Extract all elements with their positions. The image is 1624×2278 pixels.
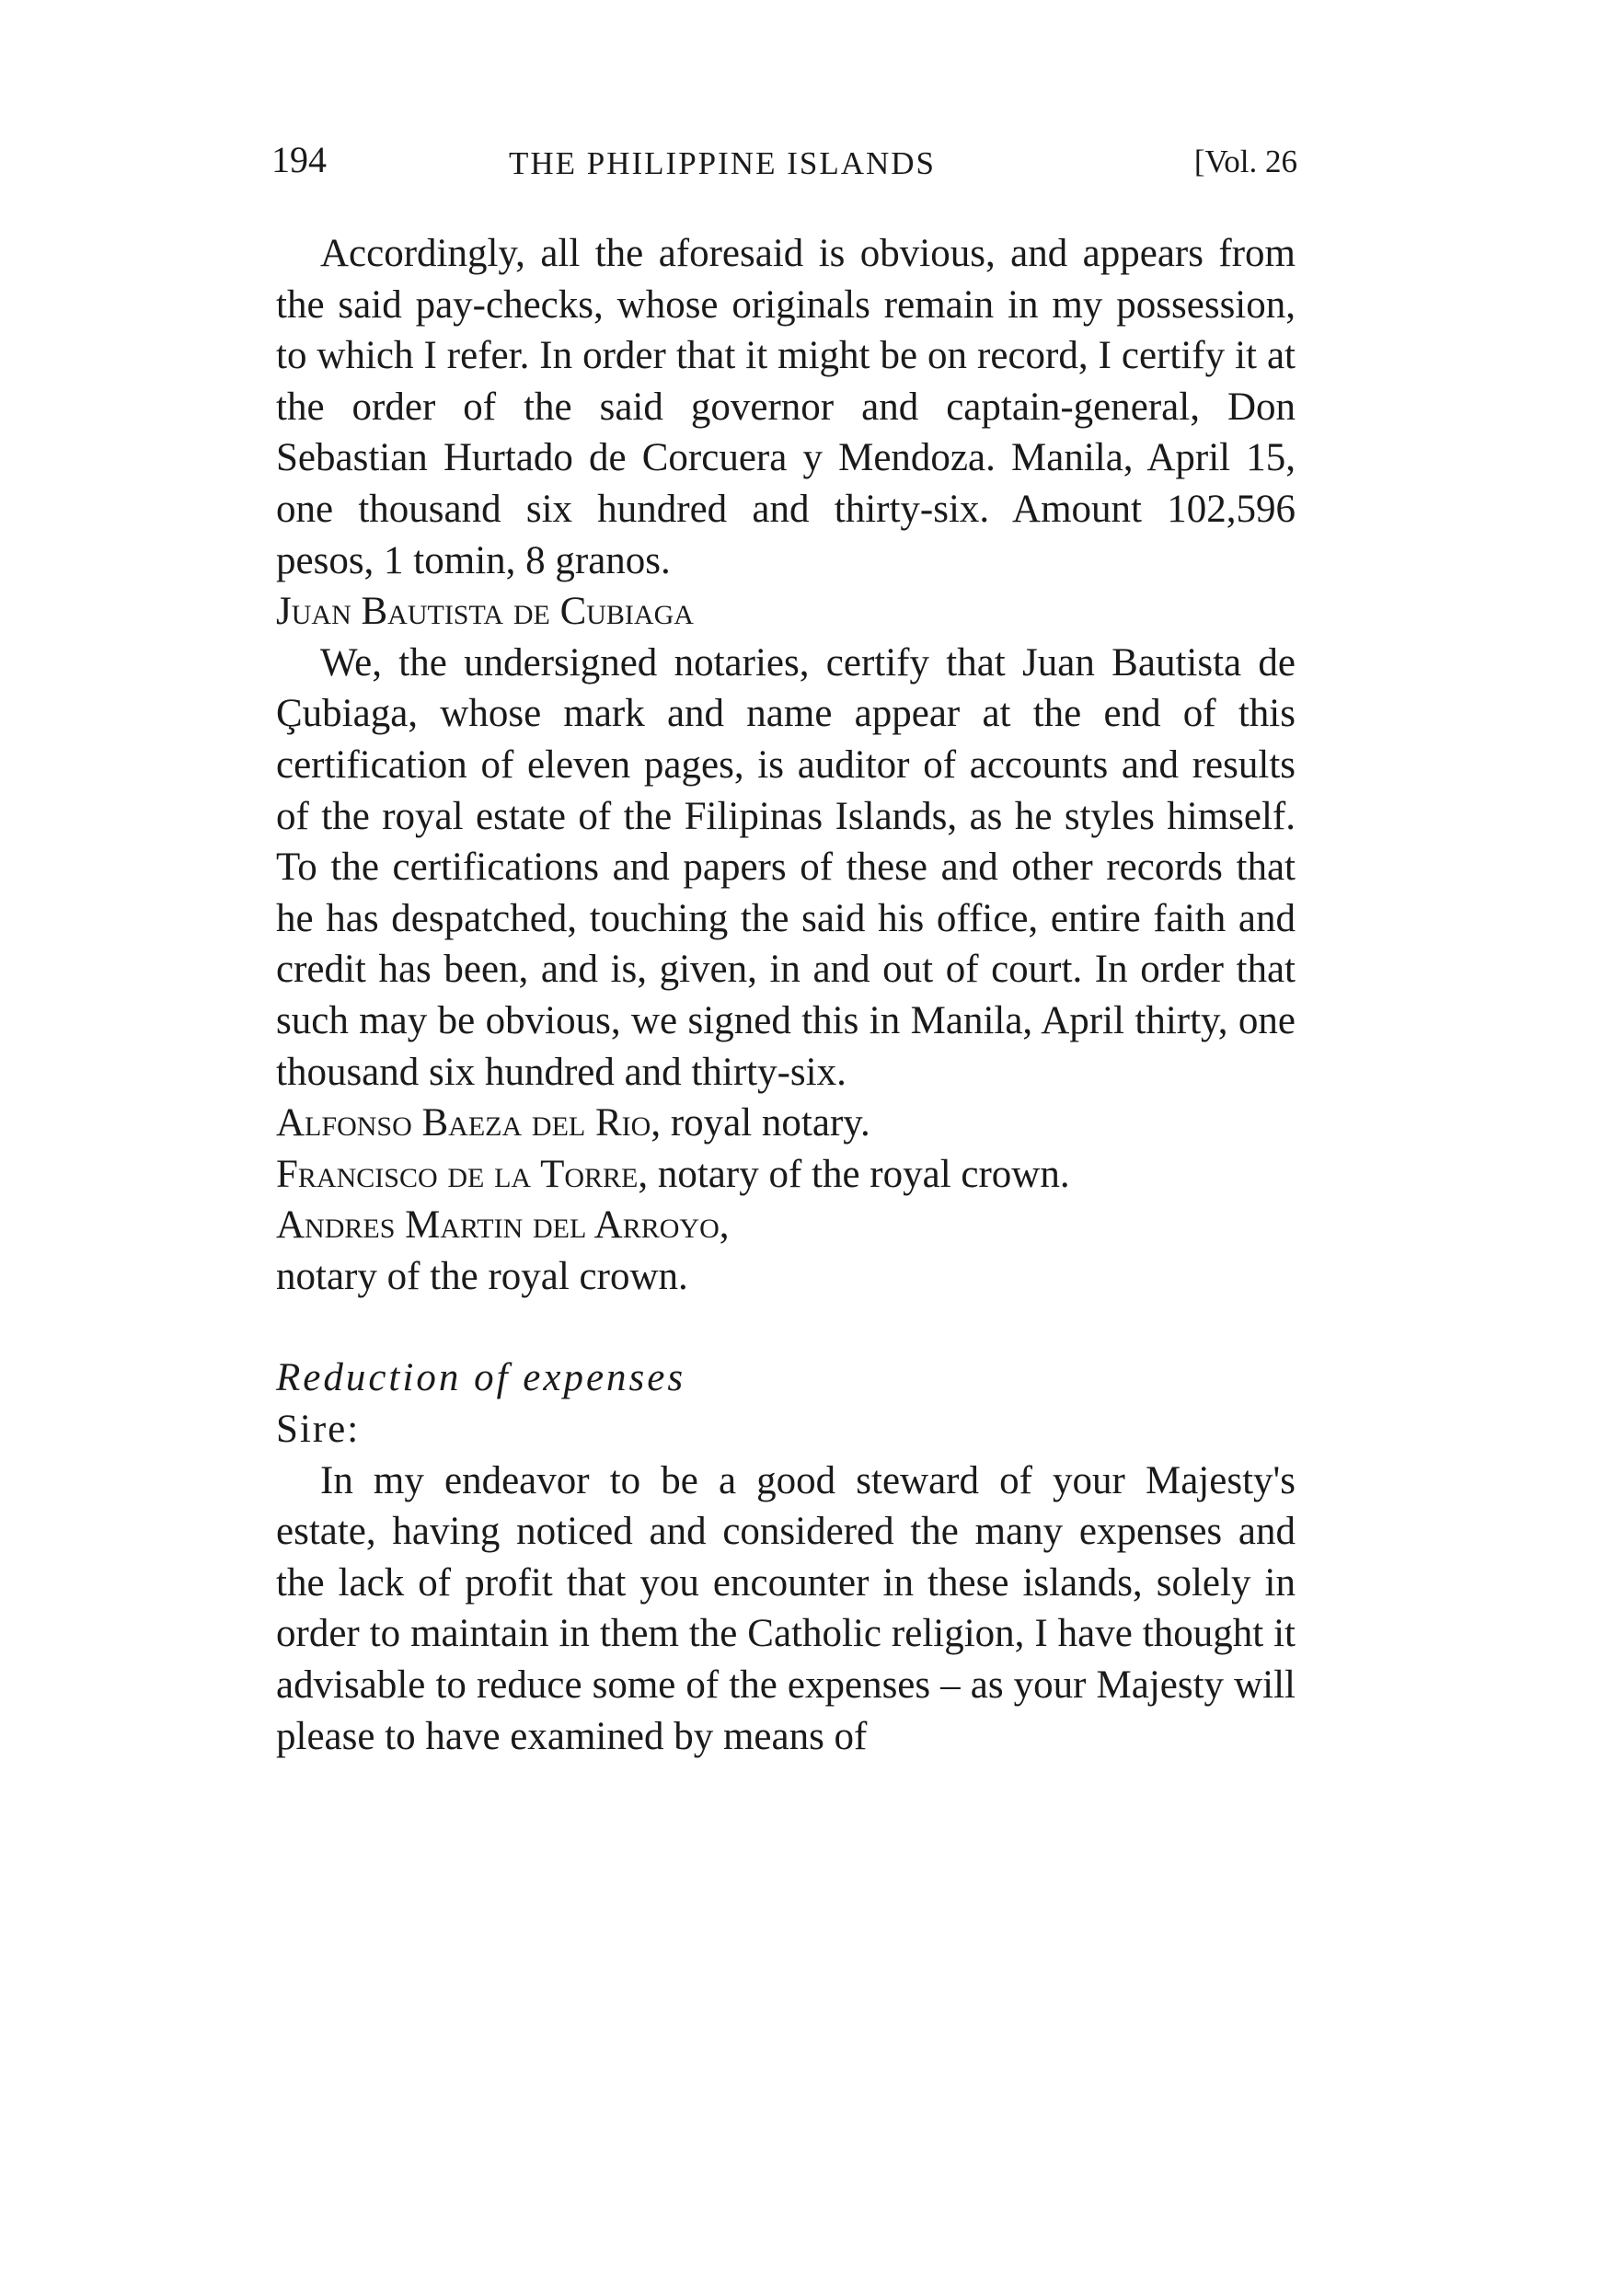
- volume-label: [Vol. 26: [1193, 144, 1297, 179]
- notary-title-3: ,: [719, 1203, 730, 1248]
- paragraph-certification: Accordingly, all the aforesaid is obvious, and appears from the said pay-checks, whose originals remain in my possession, to which I refer. In order that it might be on record, I certify it at the order of the said governor and captain-general, Don Sebastian Hurtado de Corcuera y Mendoza. Manila, April 15, one thousand six hundred and thirty-six. Amount 102,596 pesos, 1 tomin, 8 granos.: [276, 232, 1296, 582]
- section-spacer: [276, 1302, 1296, 1352]
- notary-name-1: Alfonso Baeza del Rio: [276, 1101, 651, 1145]
- notary-title-3-continued: notary of the royal crown.: [276, 1254, 688, 1298]
- notary-title-1: , royal notary.: [651, 1101, 870, 1145]
- paragraph-notaries: We, the undersigned notaries, certify that Juan Bautista de Çubiaga, whose mark and name appear at the end of this certification of eleven pages, is auditor of accounts and results of the royal estate of the Filipinas Islands, as he styles himself. To the certifications and papers of these and other records that he has despatched, touching the said his office, entire faith and credit has been, and is, given, in and out of court. In order that such may be obvious, we signed this in Manila, April thirty, one thousand six hundred and thirty-six.: [276, 640, 1296, 1094]
- notary-line-1: [276, 1098, 1296, 1149]
- salutation: Sire:: [276, 1408, 361, 1452]
- signature-auditor: Juan Bautista de Cubiaga: [276, 590, 694, 634]
- notary-name-3: Andres Martin del Arroyo: [276, 1203, 720, 1248]
- notary-line-3: [276, 1200, 1296, 1251]
- page-number: 194: [271, 139, 327, 180]
- section-title: Reduction of expenses: [276, 1356, 686, 1400]
- paragraph-reduction: In my endeavor to be a good steward of your Majesty's estate, having noticed and considered the many expenses and the lack of profit that you encounter in these islands, solely in order to maintain in them the Catholic religion, I have thought it advisable to reduce some of the expenses – as your Majesty will please to have examined by means of: [276, 1458, 1296, 1758]
- notary-name-2: Francisco de la Torre: [276, 1152, 639, 1196]
- page-body: [276, 228, 1296, 1762]
- page-header: [271, 138, 1297, 193]
- notary-title-2: , notary of the royal crown.: [638, 1152, 1070, 1196]
- notary-line-2: [276, 1149, 1296, 1201]
- running-title: THE PHILIPPINE ISLANDS: [509, 145, 936, 181]
